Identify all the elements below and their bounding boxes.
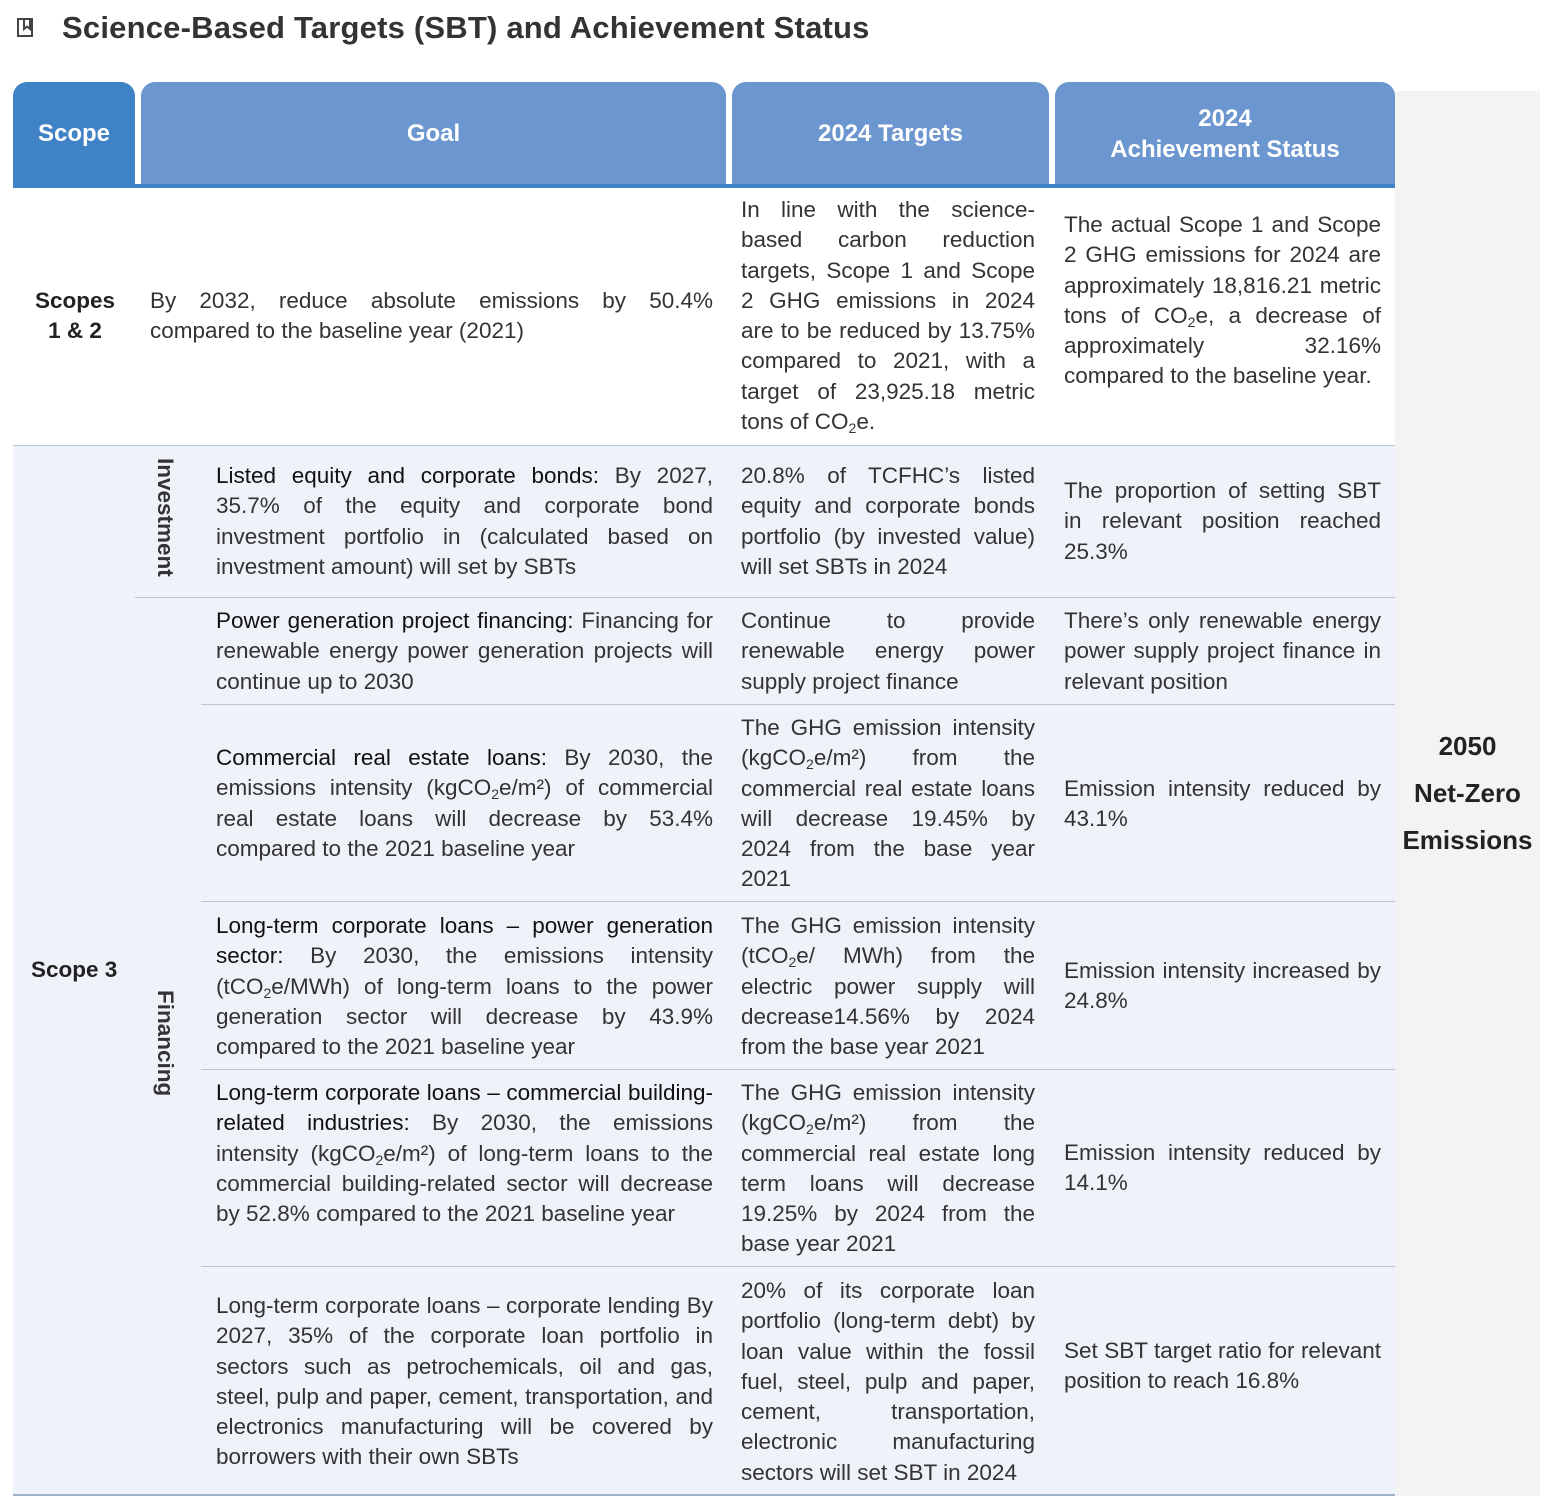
- target-text-end: e/m²) from the commercial real estate loans will decrease 19.45% by 2024 from the base year 2021: [741, 745, 1035, 892]
- row-divider: [13, 445, 1395, 446]
- net-zero-line3: Emissions: [1402, 825, 1533, 855]
- target-commercial-building-loans: [741, 1078, 1035, 1260]
- status-power-project-financing: There’s only renewable energy power supply project finance in relevant position: [1064, 608, 1381, 694]
- goal-sub: 2: [263, 984, 272, 1001]
- row-divider: [201, 901, 1395, 902]
- goal-lead: Long-term corporate loans – commercial building-related industries:: [216, 1080, 713, 1136]
- goal-text: By 2030, the emissions intensity (kgCO: [216, 1110, 713, 1166]
- goal-sub: 2: [491, 786, 500, 803]
- target-text-end: e/m²) from the commercial real estate long term loans will decrease 19.25% by 2024 from the base year 2021: [741, 1110, 1035, 1257]
- status-commercial-building-loans: Emission intensity reduced by 14.1%: [1064, 1140, 1381, 1196]
- scope12-status: [1064, 210, 1381, 392]
- status-listed-equity: The proportion of setting SBT in relevant position reached 25.3%: [1064, 478, 1381, 564]
- target-sub: 2: [806, 756, 814, 773]
- scope12-status-sub: 2: [1187, 313, 1196, 330]
- target-power-generation-loans: [741, 911, 1035, 1062]
- goal-corporate-lending: Long-term corporate loans – corporate lending By 2027, 35% of the corporate loan portfolio in sectors such as petrochemicals, oil and gas, steel, pulp and paper, cement, transportation, and electronics manufacturing will be covered by borrowers with their own SBTs: [216, 1293, 713, 1470]
- page-header: [16, 8, 870, 48]
- header-status-line2: Achievement Status: [1110, 135, 1340, 163]
- target-sub: 2: [788, 954, 797, 971]
- header-scope: Scope: [13, 82, 135, 185]
- target-power-project-financing: Continue to provide renewable energy power supply project finance: [741, 608, 1035, 694]
- goal-power-generation-loans: [216, 911, 713, 1062]
- target-corporate-lending: 20% of its corporate loan portfolio (long-term debt) by loan value within the fossil fuel, steel, pulp and paper, cement, transportation, electronic manufacturing sectors will set SBT in 2024: [741, 1278, 1035, 1485]
- status-corporate-lending: Set SBT target ratio for relevant position to reach 16.8%: [1064, 1338, 1381, 1394]
- goal-sub: 2: [375, 1151, 384, 1168]
- goal-lead: Power generation project financing:: [216, 608, 574, 633]
- header-achievement-status: [1055, 82, 1395, 185]
- target-sub: 2: [806, 1121, 814, 1138]
- header-targets: 2024 Targets: [732, 82, 1049, 185]
- scope12-status-end: e, a decrease of approximately 32.16% compared to the baseline year.: [1064, 302, 1382, 389]
- goal-text-end: e/m²) of long-term loans to the commercial building-related sector will decrease by 52.8% compared to the 2021 baseline year: [216, 1140, 713, 1227]
- header-underline: [13, 184, 1395, 188]
- table-bottom-border: [13, 1494, 1395, 1496]
- scope12-target-text: In line with the science-based carbon reduction targets, Scope 1 and Scope 2 GHG emissions in 2024 are to be reduced by 13.75% compared to 2021, with a target of 23,925.18 metric tons of CO: [741, 197, 1035, 435]
- goal-power-project-financing: [216, 606, 713, 697]
- status-commercial-real-estate: Emission intensity reduced by 43.1%: [1064, 776, 1381, 832]
- goal-text: By 2027, 35.7% of the equity and corporate bond investment portfolio in (calculated based on investment amount) will set by SBTs: [216, 463, 713, 579]
- net-zero-year: 2050: [1438, 731, 1497, 761]
- scope12-target: [741, 195, 1035, 437]
- header-goal: Goal: [141, 82, 726, 185]
- financing-label: Financing: [153, 990, 178, 1097]
- row-divider: [201, 1069, 1395, 1070]
- scope12-goal: By 2032, reduce absolute emissions by 50.4% compared to the baseline year (2021): [150, 288, 713, 344]
- goal-text: By 2030, the emissions intensity (tCO: [216, 943, 713, 999]
- net-zero-label: [1395, 723, 1540, 864]
- scope12-label: [20, 286, 130, 347]
- row-divider: [135, 597, 1395, 598]
- target-text: The GHG emission intensity (kgCO: [741, 715, 1035, 771]
- target-commercial-real-estate: [741, 713, 1035, 895]
- goal-text: By 2030, the emissions intensity (kgCO: [216, 745, 713, 801]
- target-text: The GHG emission intensity (kgCO: [741, 1080, 1035, 1136]
- goal-text-end: e/m²) of commercial real estate loans will decrease by 53.4% compared to the 2021 baseline year: [216, 775, 713, 861]
- target-text: The GHG emission intensity (tCO: [741, 913, 1035, 969]
- goal-lead: Long-term corporate loans – power generation sector:: [216, 913, 713, 969]
- scope3-label: Scope 3: [31, 957, 118, 982]
- target-text-end: e/ MWh) from the electric power supply will decrease14.56% by 2024 from the base year 2021: [741, 943, 1035, 1060]
- goal-commercial-building-loans: [216, 1078, 713, 1229]
- page-title: Science-Based Targets (SBT) and Achievement Status: [62, 10, 870, 45]
- row-divider: [201, 704, 1395, 705]
- goal-text-end: e/MWh) of long-term loans to the power generation sector will decrease by 43.9% compared to the 2021 baseline year: [216, 973, 713, 1060]
- status-power-generation-loans: Emission intensity increased by 24.8%: [1064, 958, 1381, 1014]
- goal-lead: Commercial real estate loans:: [216, 745, 548, 770]
- scope12-status-text: The actual Scope 1 and Scope 2 GHG emissions for 2024 are approximately 18,816.21 metric tons of CO: [1064, 212, 1381, 328]
- scope12-target-sub: 2: [848, 420, 857, 437]
- goal-listed-equity: [216, 461, 713, 582]
- goal-lead: Listed equity and corporate bonds:: [216, 463, 600, 488]
- scope12-label-line2: 1 & 2: [48, 318, 102, 344]
- bookmark-icon: [16, 17, 38, 39]
- scope12-label-line1: Scopes: [34, 288, 116, 313]
- header-status-line1: 2024: [1198, 104, 1252, 132]
- net-zero-line2: Net-Zero: [1414, 778, 1521, 808]
- goal-commercial-real-estate: [216, 743, 713, 864]
- row-divider: [201, 1266, 1395, 1267]
- target-listed-equity: 20.8% of TCFHC’s listed equity and corporate bonds portfolio (by invested value) will set SBTs in 2024: [741, 463, 1035, 579]
- investment-label: Investment: [153, 458, 178, 577]
- goal-text: Financing for renewable energy power generation projects will continue up to 2030: [216, 608, 713, 694]
- scope12-target-end: e.: [856, 409, 876, 435]
